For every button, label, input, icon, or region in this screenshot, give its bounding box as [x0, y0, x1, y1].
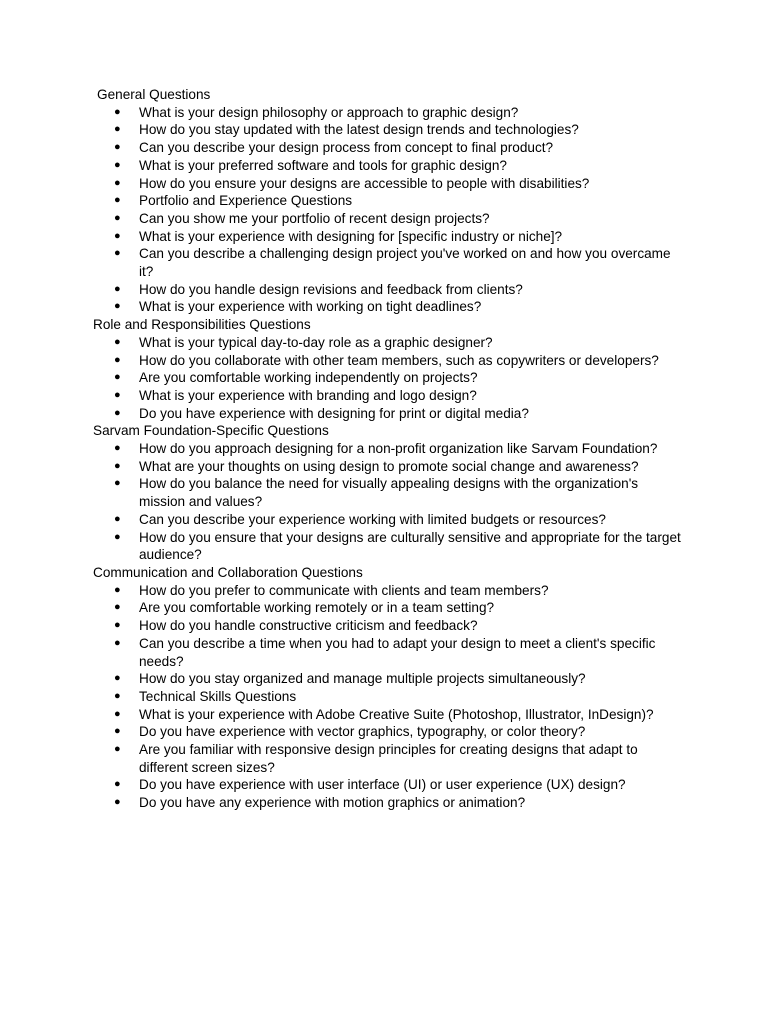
- bullet-icon: ●: [114, 282, 121, 295]
- bullet-icon: ●: [114, 778, 121, 791]
- list-item: [93, 210, 683, 228]
- bullet-icon: ●: [114, 689, 121, 702]
- list-item: [93, 458, 683, 476]
- list-item: [93, 245, 683, 280]
- bullet-icon: ●: [114, 707, 121, 720]
- question-text: Can you describe your experience working with limited budgets or resources?: [139, 511, 606, 527]
- bullet-icon: ●: [114, 601, 121, 614]
- question-text: Are you comfortable working independently on projects?: [139, 370, 478, 386]
- bullet-icon: ●: [114, 406, 121, 419]
- list-item: [93, 688, 683, 706]
- bullet-icon: ●: [114, 229, 121, 242]
- bullet-icon: ●: [114, 459, 121, 472]
- question-text: How do you balance the need for visually appealing designs with the organization's mission and values?: [139, 476, 639, 510]
- document-content: [93, 86, 683, 812]
- list-item: [93, 281, 683, 299]
- list-item: [93, 635, 683, 670]
- list-item: [93, 776, 683, 794]
- question-text: Can you describe a challenging design project you've worked on and how you overcame it?: [139, 246, 671, 280]
- list-item: [93, 475, 683, 510]
- question-text: What is your preferred software and tools for graphic design?: [139, 157, 507, 173]
- bullet-icon: ●: [114, 176, 121, 189]
- question-text: How do you handle design revisions and feedback from clients?: [139, 281, 523, 297]
- question-text: Do you have experience with user interface (UI) or user experience (UX) design?: [139, 777, 626, 793]
- question-list: [93, 334, 683, 423]
- question-text: What is your experience with working on tight deadlines?: [139, 299, 482, 315]
- section-communication-collaboration: [93, 564, 683, 812]
- bullet-icon: ●: [114, 442, 121, 455]
- list-item: [93, 599, 683, 617]
- question-text: Portfolio and Experience Questions: [139, 193, 353, 209]
- bullet-icon: ●: [114, 672, 121, 685]
- question-text: Can you describe your design process from concept to final product?: [139, 140, 554, 156]
- list-item: [93, 334, 683, 352]
- list-item: [93, 121, 683, 139]
- bullet-icon: ●: [114, 300, 121, 313]
- list-item: [93, 157, 683, 175]
- question-text: Can you describe a time when you had to adapt your design to meet a client's specific needs?: [139, 635, 656, 669]
- list-item: [93, 511, 683, 529]
- question-list: [93, 104, 683, 316]
- bullet-icon: ●: [114, 371, 121, 384]
- list-item: [93, 741, 683, 776]
- question-text: How do you stay organized and manage multiple projects simultaneously?: [139, 671, 586, 687]
- list-item: [93, 352, 683, 370]
- list-item: [93, 794, 683, 812]
- list-item: [93, 139, 683, 157]
- question-text: Do you have experience with vector graphics, typography, or color theory?: [139, 724, 586, 740]
- question-text: Do you have experience with designing for print or digital media?: [139, 405, 529, 421]
- list-item: [93, 104, 683, 122]
- bullet-icon: ●: [114, 583, 121, 596]
- bullet-icon: ●: [114, 335, 121, 348]
- list-item: [93, 387, 683, 405]
- list-item: [93, 175, 683, 193]
- question-text: Can you show me your portfolio of recent design projects?: [139, 210, 490, 226]
- bullet-icon: ●: [114, 194, 121, 207]
- question-text: How do you collaborate with other team members, such as copywriters or developers?: [139, 352, 659, 368]
- question-text: How do you prefer to communicate with clients and team members?: [139, 582, 549, 598]
- question-text: Do you have any experience with motion graphics or animation?: [139, 795, 526, 811]
- section-role-responsibilities: [93, 316, 683, 422]
- bullet-icon: ●: [114, 796, 121, 809]
- question-text: Are you familiar with responsive design principles for creating designs that adapt to different screen sizes?: [139, 742, 638, 775]
- question-text: How do you ensure your designs are accessible to people with disabilities?: [139, 175, 590, 191]
- section-title: Communication and Collaboration Questions: [93, 564, 363, 580]
- bullet-icon: ●: [114, 725, 121, 738]
- list-item: [93, 298, 683, 316]
- bullet-icon: ●: [114, 477, 121, 490]
- list-item: [93, 529, 683, 564]
- list-item: [93, 440, 683, 458]
- question-text: What is your typical day-to-day role as a graphic designer?: [139, 334, 493, 350]
- bullet-icon: ●: [114, 530, 121, 543]
- section-title: Sarvam Foundation-Specific Questions: [93, 423, 329, 439]
- list-item: [93, 706, 683, 724]
- question-text: How do you ensure that your designs are culturally sensitive and appropriate for the target audience?: [139, 529, 681, 563]
- section-general-questions: [93, 86, 683, 316]
- list-item: [93, 582, 683, 600]
- bullet-icon: ●: [114, 105, 121, 118]
- question-text: What is your experience with designing for [specific industry or niche]?: [139, 228, 563, 244]
- section-title: Role and Responsibilities Questions: [93, 317, 311, 333]
- question-text: How do you handle constructive criticism and feedback?: [139, 618, 478, 634]
- bullet-icon: ●: [114, 619, 121, 632]
- question-text: What is your design philosophy or approach to graphic design?: [139, 104, 519, 120]
- question-text: What is your experience with branding and logo design?: [139, 387, 477, 403]
- list-item: [93, 228, 683, 246]
- bullet-icon: ●: [114, 512, 121, 525]
- bullet-icon: ●: [114, 353, 121, 366]
- list-item: [93, 670, 683, 688]
- bullet-icon: ●: [114, 158, 121, 171]
- question-text: What are your thoughts on using design to promote social change and awareness?: [139, 458, 639, 474]
- list-item: [93, 369, 683, 387]
- bullet-icon: ●: [114, 743, 121, 756]
- list-item: [93, 192, 683, 210]
- bullet-icon: ●: [114, 636, 121, 649]
- section-title: General Questions: [97, 87, 211, 102]
- list-item: [93, 405, 683, 423]
- bullet-icon: ●: [114, 247, 121, 260]
- question-list: [93, 440, 683, 564]
- question-list: [93, 582, 683, 812]
- bullet-icon: ●: [114, 388, 121, 401]
- question-text: What is your experience with Adobe Creative Suite (Photoshop, Illustrator, InDesign)?: [139, 706, 654, 722]
- bullet-icon: ●: [114, 211, 121, 224]
- question-text: Are you comfortable working remotely or in a team setting?: [139, 600, 495, 616]
- question-text: How do you stay updated with the latest design trends and technologies?: [139, 122, 579, 138]
- bullet-icon: ●: [114, 141, 121, 154]
- question-text: Technical Skills Questions: [139, 688, 297, 704]
- section-sarvam-foundation: [93, 422, 683, 564]
- list-item: [93, 723, 683, 741]
- question-text: How do you approach designing for a non-profit organization like Sarvam Foundation?: [139, 441, 658, 457]
- bullet-icon: ●: [114, 123, 121, 136]
- list-item: [93, 617, 683, 635]
